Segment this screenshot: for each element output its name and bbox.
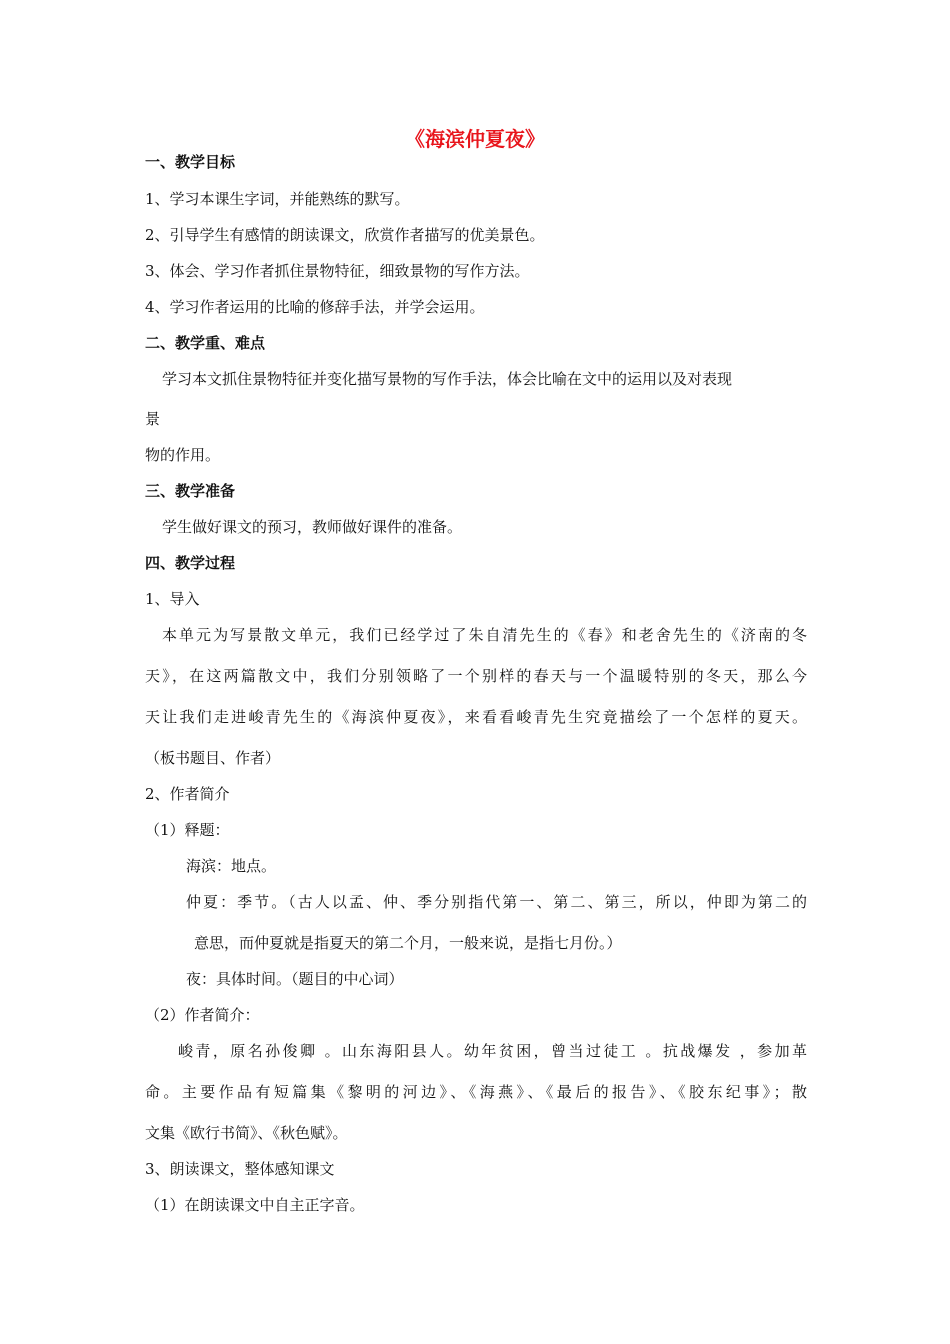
intro-paragraph: （板书题目、作者）: [145, 749, 281, 767]
section-heading-key-points: 二、教学重、难点: [145, 334, 266, 352]
key-points-text: 景: [145, 410, 161, 428]
intro-paragraph: 天》，在这两篇散文中，我们分别领略了一个别样的春天与一个温暖特别的冬天，那么今: [145, 667, 807, 685]
preparation-text: 学生做好课文的预习，教师做好课件的准备。: [162, 518, 463, 536]
objective-item: 1、学习本课生字词，并能熟练的默写。: [145, 190, 410, 208]
title-term-text: 夜：具体时间。（题目的中心词）: [186, 970, 404, 988]
subheading-intro: 1、导入: [145, 590, 200, 608]
intro-paragraph: 天让我们走进峻青先生的《海滨仲夏夜》，来看看峻青先生究竟描绘了一个怎样的夏天。: [145, 708, 807, 726]
author-bio-text: 峻青，原名孙俊卿 。山东海阳县人。幼年贫困，曾当过徒工 。抗战爆发 ，参加革: [178, 1042, 807, 1060]
document-title: 《海滨仲夏夜》: [405, 127, 545, 151]
subheading-author: 2、作者简介: [145, 785, 230, 803]
title-explanation-label: （1）释题：: [145, 821, 230, 839]
objective-item: 4、学习作者运用的比喻的修辞手法，并学会运用。: [145, 298, 485, 316]
objective-item: 2、引导学生有感情的朗读课文，欣赏作者描写的优美景色。: [145, 226, 545, 244]
section-heading-process: 四、教学过程: [145, 554, 236, 572]
key-points-text: 学习本文抓住景物特征并变化描写景物的写作手法，体会比喻在文中的运用以及对表现: [162, 370, 733, 388]
subheading-reading: 3、朗读课文，整体感知课文: [145, 1160, 335, 1178]
key-points-text: 物的作用。: [145, 446, 221, 464]
section-heading-preparation: 三、教学准备: [145, 482, 236, 500]
title-term-text: 仲夏：季节。（古人以孟、仲、季分别指代第一、第二、第三，所以，仲即为第二的: [186, 893, 807, 911]
section-heading-objectives: 一、教学目标: [145, 153, 236, 171]
title-term-text: 意思，而仲夏就是指夏天的第二个月，一般来说，是指七月份。）: [194, 934, 622, 952]
intro-paragraph: 本单元为写景散文单元，我们已经学过了朱自清先生的《春》和老舍先生的《济南的冬: [162, 626, 807, 644]
reading-item: （1）在朗读课文中自主正字音。: [145, 1196, 365, 1214]
title-term-text: 海滨：地点。: [186, 857, 277, 875]
objective-item: 3、体会、学习作者抓住景物特征，细致景物的写作方法。: [145, 262, 530, 280]
author-bio-text: 文集《欧行书简》、《秋色赋》。: [145, 1124, 348, 1142]
author-bio-text: 命。主要作品有短篇集《黎明的河边》、《海燕》、《最后的报告》、《胶东纪事》；散: [145, 1083, 807, 1101]
author-intro-label: （2）作者简介：: [145, 1006, 260, 1024]
